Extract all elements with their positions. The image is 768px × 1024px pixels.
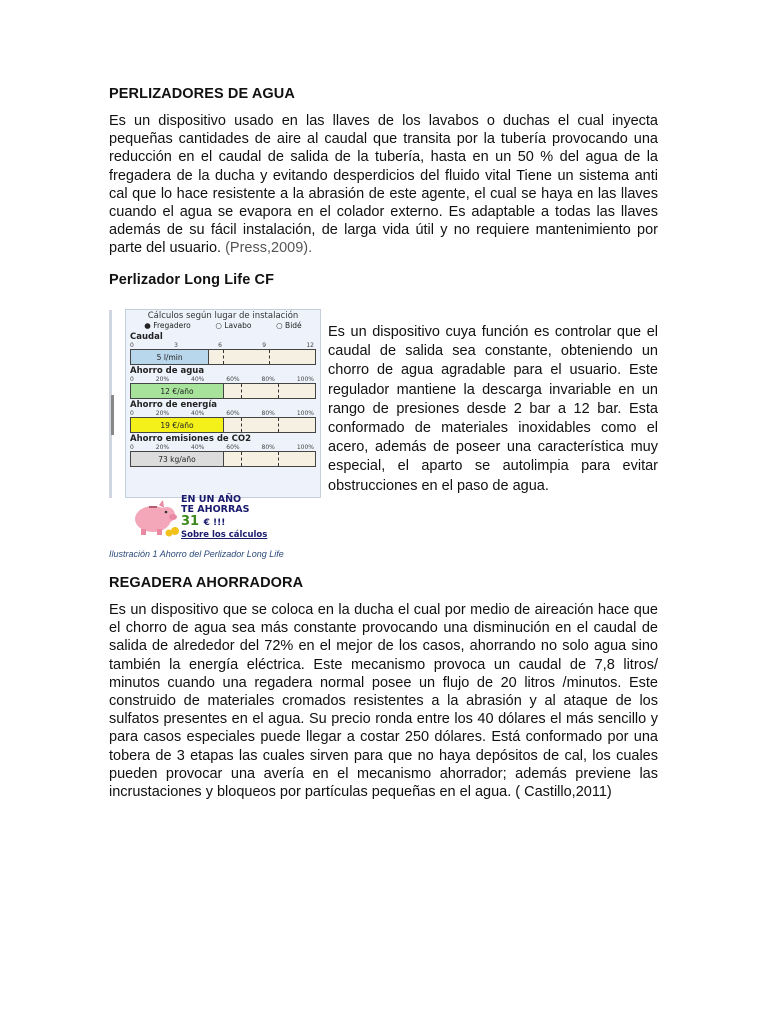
tick-label: 20%: [155, 376, 170, 383]
paragraph-perlizadores-body: Es un dispositivo usado en las llaves de los lavabos o duchas el cual inyecta pequeñas cantidades de aire al caudal que transita por la tubería provocando una reducción en el caudal de salida de la tubería, hasta en un 50 % del agua de la fregadera de la ducha y evitando desperdicios del fluido vital Tiene un sistema anti cal que lo hace resistente a la abrasión de este agente, el cual se haya en las llaves cuando el agua se evapora en el colador externo. Es adaptable a todas las llaves además de su fácil instalación, de larga vida útil y no requiere mantenimiento por parte del usuario.: [109, 113, 658, 257]
metric-section: [130, 435, 316, 467]
tick-label: 40%: [191, 444, 205, 451]
metric-bar-fill: 73 kg/año: [131, 452, 224, 466]
savings-amount: [181, 515, 267, 530]
metric-ticks: [130, 342, 316, 349]
metric-bar-fill: 12 €/año: [131, 384, 224, 398]
paragraph-perlizadores: [109, 112, 658, 258]
metric-ticks: [130, 376, 316, 383]
heading-long-life: Perlizador Long Life CF: [109, 272, 275, 288]
bar-division: [278, 384, 279, 398]
tick-label: 12: [306, 342, 314, 349]
metric-ticks: [130, 444, 316, 451]
tick-label: 0: [130, 376, 134, 383]
metric-section: [130, 401, 316, 433]
tick-label: 40%: [191, 410, 205, 417]
tick-label: 80%: [261, 376, 275, 383]
tick-label: 20%: [155, 444, 170, 451]
savings-line1: EN UN AÑO: [181, 494, 242, 505]
tick-label: 9: [262, 342, 267, 349]
metric-label: Caudal: [130, 332, 163, 342]
savings-currency: € !!!: [203, 518, 226, 528]
tick-label: 0: [130, 444, 134, 451]
metric-section: [130, 333, 316, 365]
paragraph-long-life: Es un dispositivo cuya función es controlar que el caudal de salida sea constante, obteniendo un chorro de agua agradable para el usuario. Este regulador mantiene la descarga invariable en un rango de presiones desde 2 bar a 12 bar. Esta conformado de materiales inoxidables como el acero, además de poseer una característica muy especial, el aparto se autolimpia para evitar obstrucciones en el paso de agua.: [328, 324, 658, 494]
tick-label: 60%: [226, 444, 240, 451]
savings-amount-value: 31: [181, 514, 200, 529]
figure-long-life: [109, 305, 319, 560]
metric-label: Ahorro de agua: [130, 366, 205, 376]
bar-division: [241, 384, 242, 398]
heading-regadera: REGADERA AHORRADORA: [109, 575, 304, 591]
tick-label: 80%: [261, 444, 275, 451]
tick-label: 100%: [296, 410, 314, 417]
paragraph-regadera: Es un dispositivo que se coloca en la ducha el cual por medio de aireación hace que el chorro de agua sea más constante provocando una disminución en el caudal de salida de alrededor del 72% en el mejor de los casos, ahorrando no solo agua sino también la energía eléctrica. Este mecanismo provoca un caudal de 7,8 litros/ minutos cuando una regadera normal posee un flujo de 20 litros /minutos. Este construido de materiales cromados resistentes a la abrasión y al ataque de los sulfatos presentes en el agua. Su precio ronda entre los 40 dólares el más sencillo y para casos especiales puede llegar a costar 250 dólares. Está conformado por una tobera de 3 etapas las cuales sirven para que no haya depósitos de cal, los cuales pueden provocar una avería en el mecanismo ahorrador; además previene las incrustaciones y bloqueos por partículas pequeñas en el agua. ( Castillo,2011): [109, 602, 658, 801]
about-calculations-link[interactable]: Sobre los cálculos: [181, 530, 268, 540]
option-bide[interactable]: ○ Bidé: [276, 321, 302, 331]
metric-bar: [130, 383, 316, 399]
tick-label: 0: [130, 342, 134, 349]
piggy-bank-icon: [129, 497, 181, 537]
metric-bar: [130, 451, 316, 467]
tick-label: 100%: [296, 376, 314, 383]
savings-summary: [129, 494, 319, 540]
metric-label: Ahorro de energía: [130, 400, 217, 410]
tick-label: 100%: [296, 444, 314, 451]
tick-label: 40%: [191, 376, 205, 383]
metric-bar: [130, 349, 316, 365]
metric-bar-fill: 19 €/año: [131, 418, 224, 432]
option-lavabo[interactable]: ○ Lavabo: [215, 321, 251, 331]
tick-label: 3: [174, 342, 178, 349]
calculator-title: Cálculos según lugar de instalación: [147, 311, 299, 321]
metric-section: [130, 367, 316, 399]
option-fregadero[interactable]: ● Fregadero: [144, 321, 190, 331]
citation-press: (Press,2009).: [225, 240, 313, 257]
bar-division: [269, 350, 270, 364]
tick-label: 6: [218, 342, 222, 349]
bar-division: [278, 452, 279, 466]
bar-division: [223, 350, 224, 364]
tick-label: 60%: [226, 376, 240, 383]
tick-label: 20%: [155, 410, 170, 417]
tick-label: 60%: [226, 410, 240, 417]
bar-division: [241, 418, 242, 432]
bar-division: [241, 452, 242, 466]
metrics-list: [126, 333, 320, 467]
faucet-image: [111, 395, 114, 435]
metric-bar: [130, 417, 316, 433]
heading-perlizadores: PERLIZADORES DE AGUA: [109, 86, 295, 102]
tick-label: 0: [130, 410, 134, 417]
metric-ticks: [130, 410, 316, 417]
tick-label: 80%: [261, 410, 275, 417]
savings-line2: TE AHORRAS: [181, 504, 250, 515]
bar-division: [278, 418, 279, 432]
savings-calculator: [125, 309, 321, 498]
metric-bar-fill: 5 l/min: [131, 350, 209, 364]
install-location-options: [126, 321, 320, 331]
savings-text: [181, 495, 267, 540]
metric-label: Ahorro emisiones de CO2: [130, 434, 252, 444]
figure-caption: Ilustración 1 Ahorro del Perlizador Long Life: [109, 549, 284, 559]
